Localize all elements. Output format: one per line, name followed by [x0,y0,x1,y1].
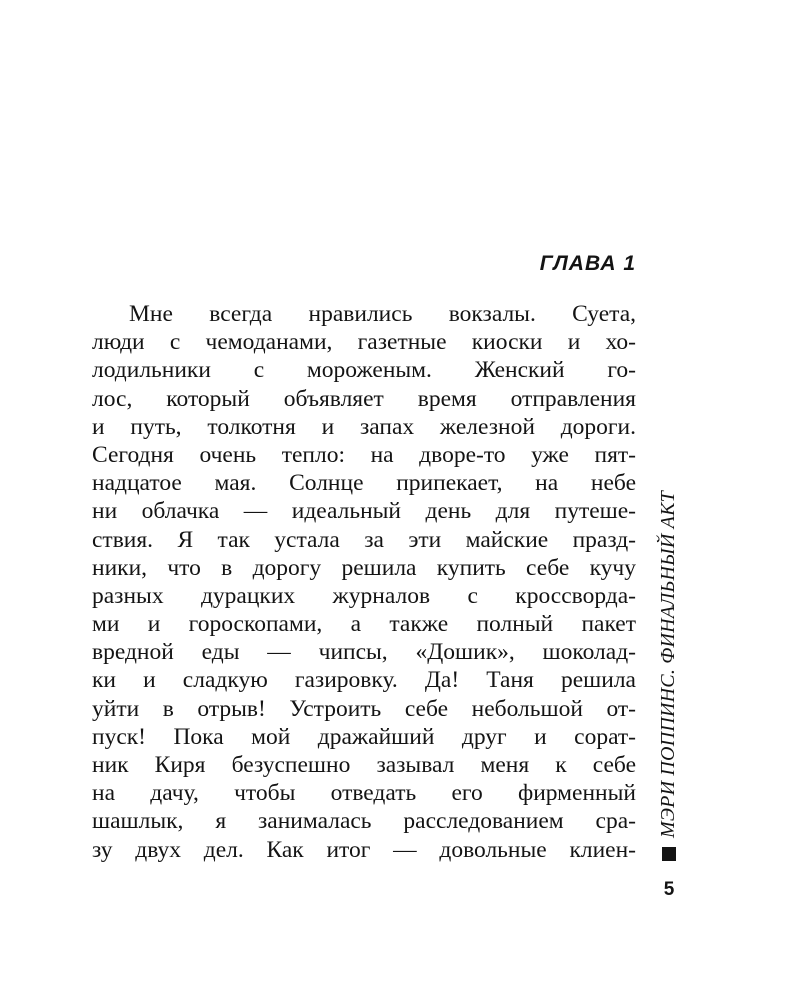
text-line: ник Киря безуспешно зазывал меня к себе [92,752,636,778]
text-line: лос, который объявляет время отправления [92,385,636,412]
text-line: надцатое мая. Солнце припекает, на небе [92,470,636,497]
text-line: уйти в отрыв! Устроить себе небольшой от- [92,695,636,722]
running-title: МЭРИ ПОППИНС. ФИНАЛЬНЫЙ АКТ [657,491,679,838]
chapter-title: ГЛАВА 1 [539,252,636,275]
text-line: пуск! Пока мой дражайший друг и сорат- [92,723,636,750]
text-line: ки и сладкую газировку. Да! Таня решила [92,667,636,694]
text-line: ни облачка — идеальный день для путеше- [92,498,636,525]
text-line: Мне всегда нравились вокзалы. Суета, [129,301,636,327]
text-line: ствия. Я так устала за эти майские празд- [92,526,636,553]
text-line: лодильники с мороженым. Женский го- [92,357,636,384]
body-text [92,300,636,864]
text-line: на дачу, чтобы отведать его фирменный [92,780,636,807]
text-line: шашлык, я занималась расследованием сра- [92,808,636,835]
text-line: разных дурацких журналов с кроссворда- [92,582,636,609]
text-line: ми и гороскопами, а также полный пакет [92,611,636,638]
text-line: вредной еды — чипсы, «Дошик», шоколад- [92,639,636,666]
page-number: 5 [663,879,675,900]
text-line: Сегодня очень тепло: на дворе-то уже пят- [92,441,636,468]
text-line: ники, что в дорогу решила купить себе кучу [92,554,636,581]
text-line: зу двух дел. Как итог — довольные клиен- [92,836,636,863]
text-line: и путь, толкотня и запах железной дороги. [92,413,636,440]
text-line: люди с чемоданами, газетные киоски и хо- [92,329,636,356]
square-marker-icon [662,847,676,861]
